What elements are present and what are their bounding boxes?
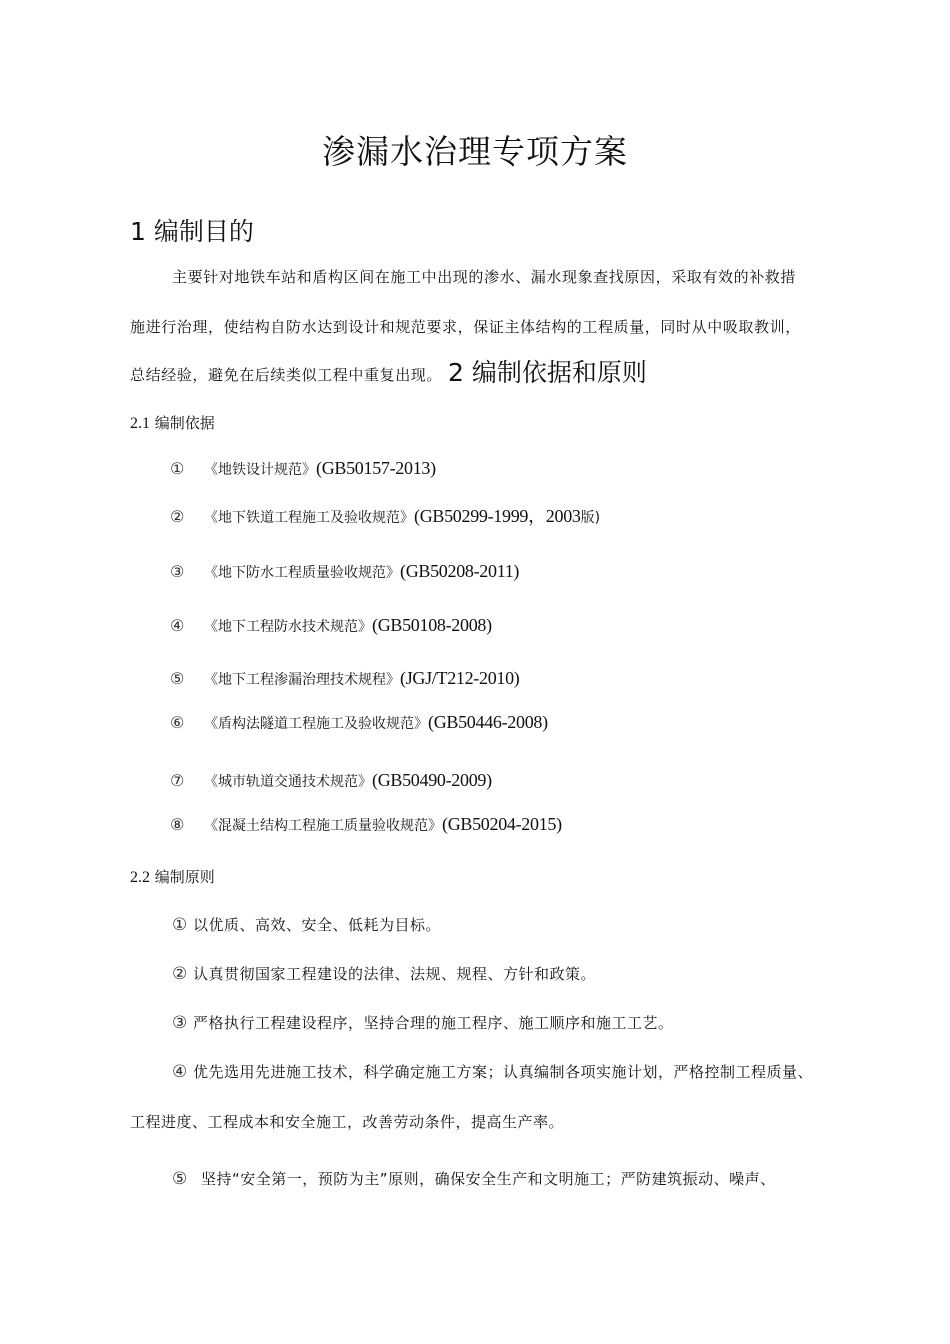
circled-number: ⑧ [170,815,185,834]
principle-item [172,1168,776,1189]
standard-name: 《地铁设计规范》 [204,462,316,478]
reference-item [170,814,562,835]
principle-item [172,914,441,935]
subsection-label: 编制依据 [154,414,215,432]
standard-name: 《地下防水工程质量验收规范》 [204,565,400,581]
standard-name: 《城市轨道交通技术规范》 [204,774,372,790]
principle-continuation [130,1111,564,1132]
section-1-paragraph-line-3: 总结经验，避免在后续类似工程中重复出现。 [130,366,443,384]
circled-number: ⑤ [172,1169,188,1189]
standard-code: (GB50208-2011) [400,561,520,581]
standard-name: 《地下铁道工程施工及验收规范》 [204,510,414,526]
principle-item [172,963,596,984]
principle-item [172,1061,813,1082]
principle-text: 严格执行工程建设程序，坚持合理的施工程序、施工顺序和施工工艺。 [193,1014,674,1032]
document-title: 渗漏水治理专项方案 [322,132,628,171]
circled-number: ⑤ [170,669,185,688]
circled-number: ④ [172,1062,188,1082]
subsection-2-1-heading [130,412,215,433]
principle-item [172,1012,674,1033]
circled-number: ③ [172,1013,188,1033]
standard-name: 《地下工程渗漏治理技术规程》 [204,672,400,688]
standard-name: 《混凝土结构工程施工质量验收规范》 [204,818,442,834]
reference-item [170,770,492,791]
principle-text: 认真贯彻国家工程建设的法律、法规、规程、方针和政策。 [193,965,597,983]
section-1-heading: 1 编制目的 [130,217,254,246]
reference-item [170,615,492,636]
circled-number: ② [172,964,188,984]
subsection-2-2-heading [130,866,215,887]
reference-item [170,668,520,689]
principle-text: 坚持“安全第一，预防为主”原则，确保安全生产和文明施工；严防建筑振动、噪声、 [201,1170,776,1188]
reference-item [170,502,600,528]
standard-name: 《地下工程防水技术规范》 [204,619,372,635]
reference-item [170,561,519,582]
principle-text: 优先选用先进施工技术，科学确定施工方案；认真编制各项实施计划，严格控制工程质量、 [193,1063,814,1081]
standard-code: (JGJ/T212-2010) [400,668,520,688]
subsection-number: 2.1 [130,415,150,432]
section-2-heading: 2 编制依据和原则 [448,358,647,387]
circled-number: ① [170,459,185,478]
circled-number: ① [172,915,188,935]
reference-item [170,712,548,733]
circled-number: ③ [170,562,185,581]
standard-name: 《盾构法隧道工程施工及验收规范》 [204,716,428,732]
section-1-paragraph-line-1: 主要针对地铁车站和盾构区间在施工中出现的渗水、漏水现象查找原因，采取有效的补救措 [172,268,797,286]
circled-number: ② [170,507,185,526]
standard-code: (GB50490-2009) [372,770,492,790]
standard-code: (GB50157-2013) [316,458,436,478]
subsection-label: 编制原则 [154,868,215,886]
section-1-paragraph-line-2: 施进行治理，使结构自防水达到设计和规范要求，保证主体结构的工程质量，同时从中吸取教训， [130,318,801,336]
standard-code: (GB50446-2008) [428,712,548,732]
circled-number: ⑥ [170,713,185,732]
reference-item [170,458,436,479]
principle-text: 工程进度、工程成本和安全施工，改善劳动条件，提高生产率。 [130,1113,565,1131]
subsection-number: 2.2 [130,869,150,886]
principle-text: 以优质、高效、安全、低耗为目标。 [193,916,442,934]
circled-number: ④ [170,616,185,635]
standard-edition: 版) [580,510,601,526]
circled-number: ⑦ [170,771,185,790]
standard-code: (GB50108-2008) [372,615,492,635]
standard-code: (GB50299-1999，2003 [414,506,581,526]
standard-code: (GB50204-2015) [442,814,562,834]
